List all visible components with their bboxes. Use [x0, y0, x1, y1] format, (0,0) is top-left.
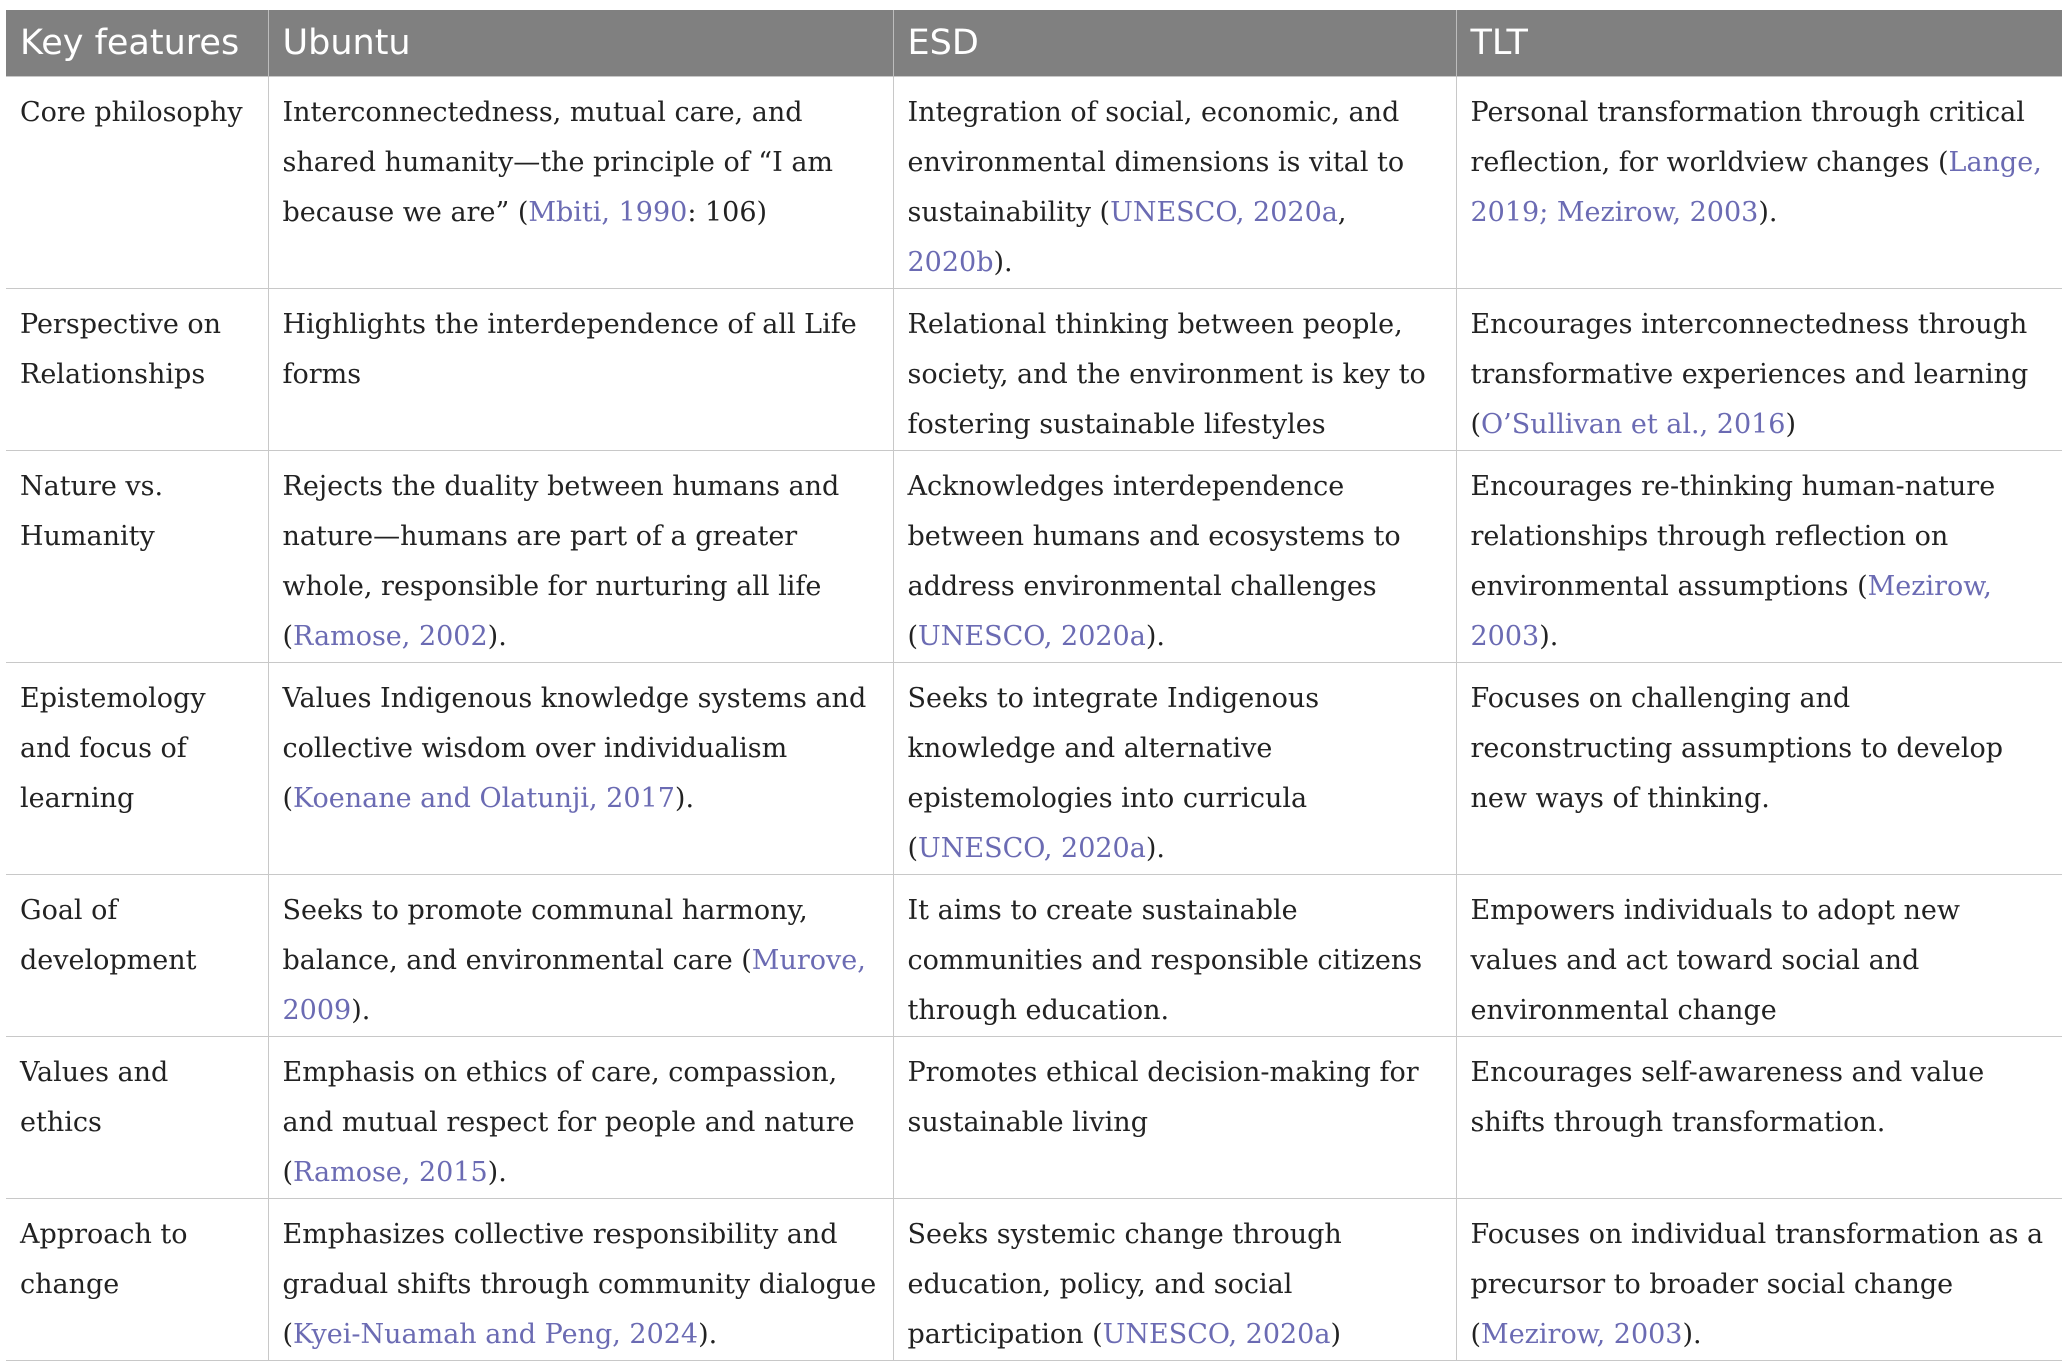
ubuntu-cell: [268, 451, 893, 663]
esd-cell: [893, 289, 1456, 451]
cell-text: ).: [1682, 1319, 1702, 1350]
cell-text: ).: [698, 1319, 718, 1350]
cell-text: Focuses on individual transformation as a precursor to broader social change (: [1470, 1219, 2044, 1350]
table-header: [6, 10, 2062, 77]
cell-text: : 106): [687, 197, 768, 228]
cell-text: Acknowledges interdependence between humans and ecosystems to address environmental challenges (: [907, 471, 1401, 652]
cell-text: Seeks to integrate Indigenous knowledge and alternative epistemologies into curricula (: [907, 683, 1320, 864]
tlt-cell: [1456, 663, 2062, 875]
cell-text: Interconnectedness, mutual care, and shared humanity—the principle of “I am because we are” (: [282, 97, 834, 228]
citation-link[interactable]: Mezirow, 2003: [1470, 571, 1992, 652]
cell-text: ).: [1539, 621, 1559, 652]
feature-cell: Goal of development: [6, 875, 268, 1037]
tlt-cell: [1456, 451, 2062, 663]
feature-cell: Core philosophy: [6, 77, 268, 289]
table-row: [6, 663, 2062, 875]
cell-text: Encourages self-awareness and value shifts through transformation.: [1470, 1057, 1985, 1138]
cell-text: Rejects the duality between humans and nature—humans are part of a greater whole, responsible for nurturing all life (: [282, 471, 840, 652]
cell-text: ).: [487, 621, 507, 652]
cell-text: Highlights the interdependence of all Life forms: [282, 309, 857, 390]
header-ubuntu: Ubuntu: [268, 10, 893, 77]
table-body: [6, 77, 2062, 1361]
table-row: [6, 451, 2062, 663]
cell-text: Encourages interconnectedness through transformative experiences and learning (: [1470, 309, 2029, 440]
esd-cell: [893, 663, 1456, 875]
citation-link[interactable]: 2020b: [907, 247, 994, 278]
cell-text: Personal transformation through critical reflection, for worldview changes (: [1470, 97, 2025, 178]
cell-text: Values Indigenous knowledge systems and collective wisdom over individualism (: [282, 683, 867, 814]
cell-text: ,: [1337, 197, 1347, 228]
cell-text: Seeks systemic change through education, policy, and social participation (: [907, 1219, 1342, 1350]
citation-link[interactable]: UNESCO, 2020a: [1110, 197, 1338, 228]
ubuntu-cell: [268, 1037, 893, 1199]
citation-link[interactable]: Mezirow, 2003: [1481, 1319, 1683, 1350]
esd-cell: [893, 1037, 1456, 1199]
tlt-cell: [1456, 875, 2062, 1037]
ubuntu-cell: [268, 289, 893, 451]
citation-link[interactable]: Mbiti, 1990: [528, 197, 688, 228]
header-key-features: Key features: [6, 10, 268, 77]
cell-text: Relational thinking between people, society, and the environment is key to fostering sustainable lifestyles: [907, 309, 1426, 440]
cell-text: ): [1330, 1319, 1341, 1350]
header-tlt: TLT: [1456, 10, 2062, 77]
citation-link[interactable]: Ramose, 2015: [293, 1157, 488, 1188]
citation-link[interactable]: Murove, 2009: [282, 945, 866, 1026]
cell-text: Integration of social, economic, and environmental dimensions is vital to sustainability (: [907, 97, 1405, 228]
feature-cell: Approach to change: [6, 1199, 268, 1361]
tlt-cell: [1456, 1199, 2062, 1361]
citation-link[interactable]: Koenane and Olatunji, 2017: [293, 783, 675, 814]
cell-text: Encourages re-thinking human-nature relationships through reflection on environmental assumptions (: [1470, 471, 1996, 602]
cell-text: Emphasis on ethics of care, compassion, and mutual respect for people and nature (: [282, 1057, 855, 1188]
esd-cell: [893, 77, 1456, 289]
cell-text: ): [1785, 409, 1797, 440]
feature-cell: Perspective on Relationships: [6, 289, 268, 451]
feature-cell: Epistemology and focus of learning: [6, 663, 268, 875]
citation-link[interactable]: UNESCO, 2020a: [918, 833, 1146, 864]
citation-link[interactable]: O’Sullivan et al., 2016: [1481, 409, 1786, 440]
cell-text: Emphasizes collective responsibility and gradual shifts through community dialogue (: [282, 1219, 877, 1350]
table-row: [6, 1199, 2062, 1361]
cell-text: ).: [993, 247, 1013, 278]
comparison-table: [6, 10, 2062, 1361]
ubuntu-cell: [268, 1199, 893, 1361]
citation-link[interactable]: Lange, 2019; Mezirow, 2003: [1470, 147, 2042, 228]
cell-text: ).: [674, 783, 695, 814]
cell-text: ).: [487, 1157, 507, 1188]
tlt-cell: [1456, 77, 2062, 289]
tlt-cell: [1456, 1037, 2062, 1199]
header-row: [6, 10, 2062, 77]
tlt-cell: [1456, 289, 2062, 451]
cell-text: ).: [1758, 197, 1778, 228]
table-row: [6, 77, 2062, 289]
ubuntu-cell: [268, 663, 893, 875]
cell-text: ).: [1145, 833, 1165, 864]
citation-link[interactable]: Ramose, 2002: [293, 621, 488, 652]
esd-cell: [893, 451, 1456, 663]
esd-cell: [893, 1199, 1456, 1361]
table-row: [6, 875, 2062, 1037]
cell-text: Focuses on challenging and reconstructing assumptions to develop new ways of thinking.: [1470, 683, 2004, 814]
citation-link[interactable]: Kyei-Nuamah and Peng, 2024: [293, 1319, 699, 1350]
cell-text: Seeks to promote communal harmony, balance, and environmental care (: [282, 895, 808, 976]
esd-cell: [893, 875, 1456, 1037]
ubuntu-cell: [268, 875, 893, 1037]
header-esd: ESD: [893, 10, 1456, 77]
table-row: [6, 289, 2062, 451]
citation-link[interactable]: UNESCO, 2020a: [1102, 1319, 1331, 1350]
feature-cell: Nature vs. Humanity: [6, 451, 268, 663]
cell-text: Empowers individuals to adopt new values and act toward social and environmental change: [1470, 895, 1960, 1026]
cell-text: ).: [1145, 621, 1165, 652]
feature-cell: Values and ethics: [6, 1037, 268, 1199]
cell-text: ).: [351, 995, 371, 1026]
cell-text: It aims to create sustainable communities and responsible citizens through education.: [907, 895, 1423, 1026]
ubuntu-cell: [268, 77, 893, 289]
table-row: [6, 1037, 2062, 1199]
citation-link[interactable]: UNESCO, 2020a: [918, 621, 1146, 652]
cell-text: Promotes ethical decision-making for sustainable living: [907, 1057, 1419, 1138]
